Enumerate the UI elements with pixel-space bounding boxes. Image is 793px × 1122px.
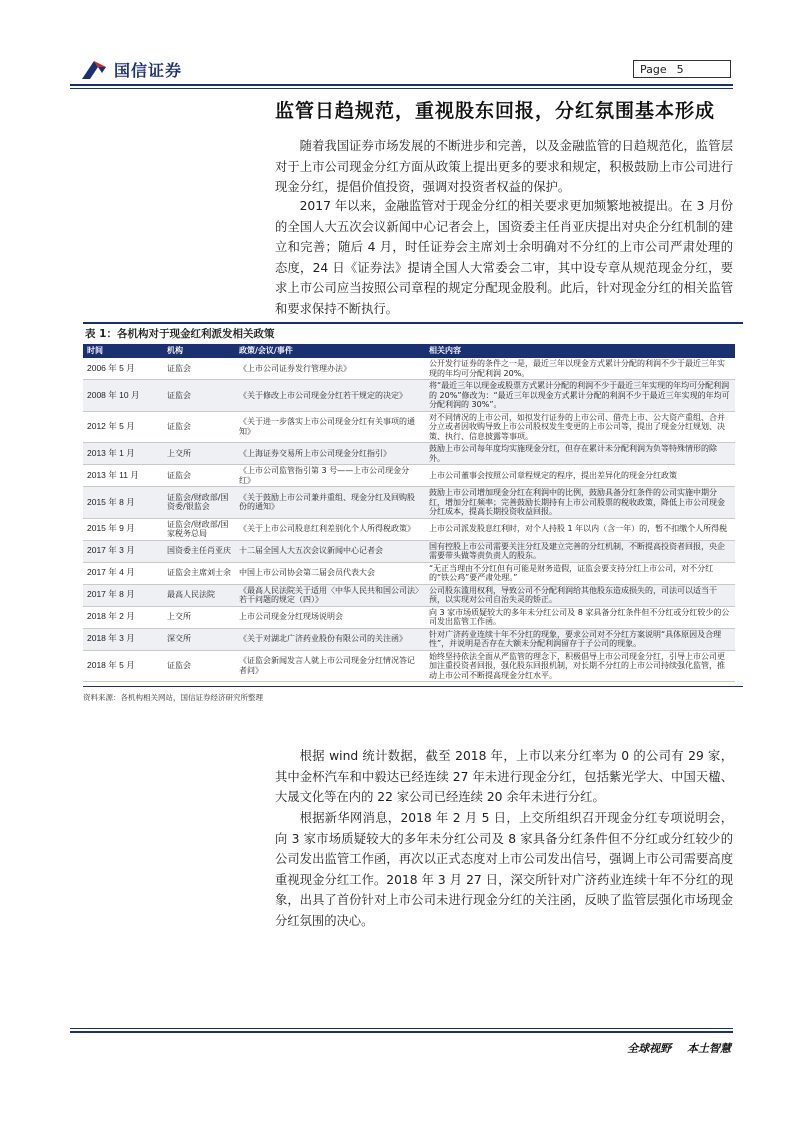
cell-time: 2018 年 3 月 (83, 628, 163, 650)
cell-time: 2017 年 8 月 (83, 584, 163, 606)
cell-policy: 《上市公司监管指引第 3 号——上市公司现金分红》 (235, 465, 425, 487)
paragraph-intro: 随着我国证券市场发展的不断进步和完善，以及金融监管的日趋规范化，监管层对于上市公司现金分红方面从政策上提出更多的要求和规定，积极鼓励上市公司进行现金分红，提倡价值投资，强调对投资者权益的保护。 (275, 139, 733, 194)
header-policy: 政策/会议/事件 (235, 344, 425, 358)
footer-slogan (627, 1040, 731, 1056)
logo-text: 国信证券 (114, 61, 183, 80)
cell-content: 公开发行证券的条件之一是，最近三年以现金方式累计分配的利润不少于最近三年实现的年均可分配利润 20%。 (425, 358, 735, 380)
page-label: Page (640, 62, 667, 76)
table-source-note: 资料来源：各机构相关网站，国信证券经济研究所整理 (83, 686, 743, 703)
table-row (83, 411, 735, 443)
table-row (83, 584, 735, 606)
cell-time: 2012 年 5 月 (83, 411, 163, 443)
cell-policy: 《上海证券交易所上市公司现金分红指引》 (235, 443, 425, 465)
cell-agency: 上交所 (163, 606, 235, 628)
footer-rule (70, 1031, 733, 1033)
cell-content: 上市公司董事会按照公司章程规定的程序，提出差异化的现金分红政策 (425, 465, 735, 487)
cell-content: “无正当理由不分红但有可能是财务造假，证监会要支持分红上市公司，对不分红的“铁公鸡”要严肃处理。” (425, 562, 735, 584)
page-indicator (633, 60, 731, 78)
header-agency: 机构 (163, 344, 235, 358)
slogan-right: 本土智慧 (687, 1042, 731, 1055)
cell-agency: 证监会 (163, 380, 235, 412)
cell-agency: 证监会 (163, 650, 235, 682)
header-time: 时间 (83, 344, 163, 358)
cell-content: 公司股东滥用权利，导致公司不分配利润给其他股东造成损失的，司法可以适当干预，以实现对公司自治失灵的矫正。 (425, 584, 735, 606)
table-row (83, 518, 735, 540)
cell-agency: 最高人民法院 (163, 584, 235, 606)
cell-policy: 《最高人民法院关于适用〈中华人民共和国公司法〉若干问题的规定（四）》 (235, 584, 425, 606)
cell-content: 向 3 家市场质疑较大的多年未分红公司及 8 家具备分红条件但不分红或分红较少的公司发出监管工作函。 (425, 606, 735, 628)
cell-content: 始终坚持依法全面从严监管的理念下，积极倡导上市公司现金分红，引导上市公司更加注重投资者回报，强化股东回报机制，对长期不分红的上市公司持续强化监管，推动上市公司不断提高现金分红水平。 (425, 650, 735, 682)
table-title: 表 1：各机构对于现金红利派发相关政策 (83, 322, 743, 344)
cell-agency: 深交所 (163, 628, 235, 650)
cell-agency: 证监会 (163, 465, 235, 487)
cell-content: 针对广济药业连续十年不分红的现象，要求公司对不分红方案说明“具体原因及合理性”，并说明是否存在大额未分配利润留存于子公司的现象。 (425, 628, 735, 650)
cell-policy: 《关于进一步落实上市公司现金分红有关事项的通知》 (235, 411, 425, 443)
table-row (83, 628, 735, 650)
cell-time: 2006 年 5 月 (83, 358, 163, 380)
cell-agency: 上交所 (163, 443, 235, 465)
policy-table (83, 344, 735, 682)
cell-time: 2018 年 5 月 (83, 650, 163, 682)
cell-policy: 《关于鼓励上市公司兼并重组、现金分红及回购股份的通知》 (235, 487, 425, 519)
cell-policy: 《关于上市公司股息红利差别化个人所得税政策》 (235, 518, 425, 540)
cell-policy: 《证监会新闻发言人就上市公司现金分红情况答记者问》 (235, 650, 425, 682)
cell-time: 2018 年 2 月 (83, 606, 163, 628)
logo-mark-icon (80, 59, 108, 81)
cell-agency: 证监会/财政部/国家税务总局 (163, 518, 235, 540)
company-logo (80, 58, 182, 81)
table-row (83, 380, 735, 412)
cell-time: 2015 年 9 月 (83, 518, 163, 540)
footer-rule-thin (70, 1028, 733, 1029)
header-content: 相关内容 (425, 344, 735, 358)
cell-content: 鼓励上市公司每年度均实施现金分红，但存在累计未分配利润为负等特殊情形的除外。 (425, 443, 735, 465)
cell-policy: 十二届全国人大五次会议新闻中心记者会 (235, 540, 425, 562)
table-row (83, 562, 735, 584)
header-rule-thin (70, 88, 733, 89)
slogan-left: 全球视野 (627, 1042, 672, 1055)
cell-policy: 《关于修改上市公司现金分红若干规定的决定》 (235, 380, 425, 412)
table-header-row (83, 344, 735, 358)
cell-time: 2008 年 10 月 (83, 380, 163, 412)
cell-time: 2013 年 1 月 (83, 443, 163, 465)
cell-content: 对不同情况的上市公司，如拟发行证券的上市公司、借壳上市、公大资产重组、合并分立或者因收购导致上市公司股权发生变更的上市公司等，提出了现金分红规划、决策、执行、信息披露等事项。 (425, 411, 735, 443)
header-rule (70, 84, 733, 86)
paragraph-exchange-actions: 根据新华网消息，2018 年 2 月 5 日，上交所组织召开现金分红专项说明会，向 3 家市场质疑较大的多年未分红公司及 8 家具备分红条件但不分红或分红较少的公司发出监管工作函，再次以正式态度对上市公司发出信号，强调上市公司需要高度重视现金分红工作。2018 年 3 月 27 日，深交所针对广济药业连续十年不分红的现象，出具了首份针对上市公司未进行现金分红的关注函，反映了监管层强化市场现金分红氛围的决心。 (275, 811, 733, 928)
cell-time: 2017 年 3 月 (83, 540, 163, 562)
cell-policy: 《上市公司证券发行管理办法》 (235, 358, 425, 380)
table-row (83, 650, 735, 682)
cell-agency: 证监会/财政部/国资委/银监会 (163, 487, 235, 519)
cell-content: 国有控股上市公司需要关注分红及建立完善的分红机制，不断提高投资者回报，央企需要带头做等责负责人的股东。 (425, 540, 735, 562)
cell-time: 2015 年 8 月 (83, 487, 163, 519)
cell-policy: 《关于对湖北广济药业股份有限公司的关注函》 (235, 628, 425, 650)
table-row (83, 487, 735, 519)
table-row (83, 540, 735, 562)
cell-policy: 中国上市公司协会第二届会员代表大会 (235, 562, 425, 584)
paragraph-wind-stats: 根据 wind 统计数据，截至 2018 年，上市以来分红率为 0 的公司有 29 家，其中金杯汽车和中毅达已经连续 27 年未进行现金分红，包括紫光学大、中国天楹、大晟文化等在内的 22 家公司已经连续 20 余年未进行分红。 (275, 749, 733, 804)
table-row (83, 606, 735, 628)
table-row (83, 465, 735, 487)
cell-agency: 证监会 (163, 358, 235, 380)
cell-content: 将“最近三年以现金或股票方式累计分配的利润不少于最近三年实现的年均可分配利润的 20%”修改为：“最近三年以现金方式累计分配的利润不少于最近三年实现的年均可分配利润的 30%”。 (425, 380, 735, 412)
cell-agency: 证监会 (163, 411, 235, 443)
cell-policy: 上市公司现金分红现场说明会 (235, 606, 425, 628)
policy-table-section (83, 322, 743, 703)
page-number: 5 (676, 62, 684, 76)
cell-time: 2017 年 4 月 (83, 562, 163, 584)
cell-agency: 证监会主席刘士余 (163, 562, 235, 584)
cell-time: 2013 年 11 月 (83, 465, 163, 487)
section-title: 监管日趋规范，重视股东回报，分红氛围基本形成 (275, 100, 716, 122)
table-row (83, 443, 735, 465)
cell-agency: 国资委主任肖亚庆 (163, 540, 235, 562)
cell-content: 鼓励上市公司增加现金分红在利润中的比例，鼓励具备分红条件的公司实施中期分红，增加分红频率；完善鼓励长期持有上市公司股票的税收政策，降低上市公司现金分红成本，提高长期投资收益回报。 (425, 487, 735, 519)
paragraph-2017: 2017 年以来，金融监管对于现金分红的相关要求更加频繁地被提出。在 3 月份的全国人大五次会议新闻中心记者会上，国资委主任肖亚庆提出对央企分红机制的建立和完善；随后 4 月，时任证券会主席刘士余明确对不分红的上市公司严肃处理的态度，24 日《证券法》提请全国人大常委会二审，其中设专章从规范现金分红，要求上市公司应当按照公司章程的规定分配现金股利。此后，针对现金分红的相关监管和要求保持不断执行。 (275, 199, 733, 316)
cell-content: 上市公司派发股息红利时，对个人持股 1 年以内（含一年）的，暂不扣缴个人所得税 (425, 518, 735, 540)
table-row (83, 358, 735, 380)
